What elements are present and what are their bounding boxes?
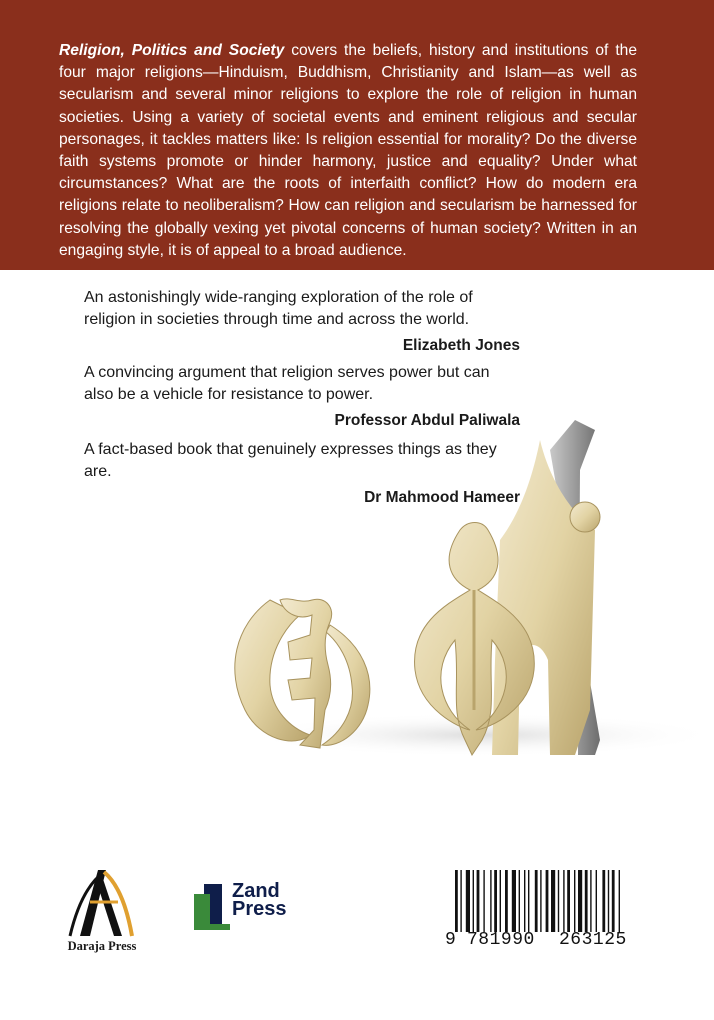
zand-press-logo bbox=[190, 864, 305, 944]
religious-symbols-illustration bbox=[200, 410, 714, 770]
blurb-band bbox=[0, 0, 714, 270]
isbn-barcode bbox=[443, 868, 643, 958]
zand-word-1: Zand bbox=[232, 880, 280, 902]
endorsement-1 bbox=[84, 287, 520, 357]
book-title: Religion, Politics and Society bbox=[59, 42, 285, 59]
daraja-press-logo bbox=[60, 862, 144, 962]
endorsement-quote: A convincing argument that religion serves power but can also be a vehicle for resistance to power. bbox=[84, 364, 490, 403]
endorsement-quote: A fact-based book that genuinely expresses things as they are. bbox=[84, 441, 497, 480]
endorsement-quote: An astonishingly wide-ranging exploration of the role of religion in societies through time and across the world. bbox=[84, 289, 473, 328]
endorsement-author: Professor Abdul Paliwala bbox=[334, 412, 520, 429]
endorsement-author: Dr Mahmood Hameer bbox=[364, 489, 520, 506]
barcode-bars bbox=[455, 870, 635, 932]
blurb-text: covers the beliefs, history and institutions of the four major religions—Hinduism, Buddhism, Christianity and Islam—as well as secularism and several minor religions to explore the role of religion in human societies. Using a variety of societal events and eminent religious and secular personages, it tackles matters like: Is religion essential for morality? Do the diverse faith systems promote or hinder harmony, justice and equality? Under what circumstances? What are the roots of interfaith conflict? How do modern era religions relate to neoliberalism? How can religion and secularism be harnessed for resolving the globally vexing yet pivotal concerns of human society? Written in an engaging style, it is of appeal to a broad audience. bbox=[59, 42, 637, 259]
blurb-paragraph bbox=[59, 40, 637, 262]
zand-press-wordmark bbox=[232, 882, 287, 918]
daraja-mark-icon bbox=[60, 862, 144, 940]
endorsement-author: Elizabeth Jones bbox=[402, 337, 520, 354]
isbn-lead-digit: 9 bbox=[445, 930, 457, 950]
daraja-press-label: Daraja Press bbox=[67, 939, 137, 953]
zand-book-icon bbox=[192, 880, 232, 932]
isbn-group-2: 263125 bbox=[559, 930, 627, 950]
isbn-group-1: 781990 bbox=[467, 930, 535, 950]
zand-word-2: Press bbox=[232, 898, 287, 920]
